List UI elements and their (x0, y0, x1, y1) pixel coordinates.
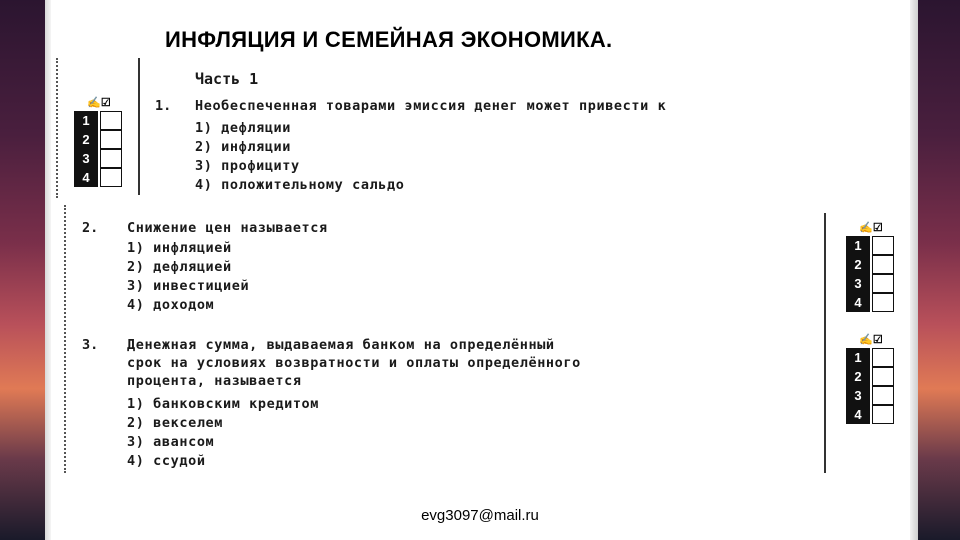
answer-row-4[interactable]: 4 (846, 405, 896, 424)
question-1-option-4: 4) положительному сальдо (195, 177, 405, 193)
question-2-option-3: 3) инвестицией (127, 278, 250, 294)
answer-cell[interactable] (100, 168, 122, 187)
answer-cell[interactable] (872, 405, 894, 424)
answer-cell[interactable] (872, 367, 894, 386)
question-2-option-1: 1) инфляцией (127, 240, 232, 256)
question-1-option-3: 3) профициту (195, 158, 300, 174)
answer-cell[interactable] (872, 236, 894, 255)
question-1-option-2: 2) инфляции (195, 139, 292, 155)
question-1-option-1: 1) дефляции (195, 120, 292, 136)
question-2-option-4: 4) доходом (127, 297, 215, 313)
question-3-option-4: 4) ссудой (127, 453, 206, 469)
question-3-text-line-2: срок на условиях возвратности и оплаты определённого (127, 355, 581, 371)
question-1-number: 1. (155, 98, 172, 114)
pen-check-icon: ✍☑ (859, 222, 883, 234)
answer-box-q2 (846, 220, 896, 312)
section2-divider (824, 213, 826, 473)
question-3-option-2: 2) векселем (127, 415, 224, 431)
section1-divider (138, 58, 140, 195)
question-3-text-line-1: Денежная сумма, выдаваемая банком на определённый (127, 337, 555, 353)
question-3-text-line-3: процента, называется (127, 373, 302, 389)
section2-left-border (64, 205, 66, 473)
answer-box-q1 (74, 95, 124, 187)
answer-row-1[interactable]: 1 (846, 236, 896, 255)
answer-cell[interactable] (872, 274, 894, 293)
answer-cell[interactable] (872, 255, 894, 274)
answer-row-2[interactable]: 2 (846, 367, 896, 386)
answer-row-1[interactable]: 1 (846, 348, 896, 367)
pen-check-icon: ✍☑ (87, 97, 111, 109)
pen-check-icon: ✍☑ (859, 334, 883, 346)
page-title: ИНФЛЯЦИЯ И СЕМЕЙНАЯ ЭКОНОМИКА. (165, 27, 613, 52)
answer-box-q3 (846, 332, 896, 424)
answer-row-3[interactable]: 3 (846, 274, 896, 293)
question-3-number: 3. (82, 337, 99, 353)
answer-row-3[interactable]: 3 (74, 149, 124, 168)
answer-row-2[interactable]: 2 (846, 255, 896, 274)
answer-row-4[interactable]: 4 (74, 168, 124, 187)
part-label: Часть 1 (195, 70, 259, 88)
answer-row-3[interactable]: 3 (846, 386, 896, 405)
answer-cell[interactable] (872, 293, 894, 312)
background-left-sunset (0, 0, 45, 540)
question-2-text: Снижение цен называется (127, 220, 328, 236)
question-1-text: Необеспеченная товарами эмиссия денег может привести к (195, 98, 667, 114)
answer-cell[interactable] (100, 130, 122, 149)
slide-frame-right (910, 0, 918, 540)
answer-row-1[interactable]: 1 (74, 111, 124, 130)
answer-cell[interactable] (872, 386, 894, 405)
question-3-option-3: 3) авансом (127, 434, 215, 450)
question-2-number: 2. (82, 220, 99, 236)
section1-left-border (56, 58, 58, 198)
background-right-sunset (918, 0, 960, 540)
answer-cell[interactable] (100, 149, 122, 168)
question-2-option-2: 2) дефляцией (127, 259, 232, 275)
footer-email: evg3097@mail.ru (421, 507, 539, 524)
slide-frame-left (45, 0, 51, 540)
answer-row-4[interactable]: 4 (846, 293, 896, 312)
question-3-option-1: 1) банковским кредитом (127, 396, 320, 412)
answer-cell[interactable] (872, 348, 894, 367)
answer-cell[interactable] (100, 111, 122, 130)
answer-row-2[interactable]: 2 (74, 130, 124, 149)
